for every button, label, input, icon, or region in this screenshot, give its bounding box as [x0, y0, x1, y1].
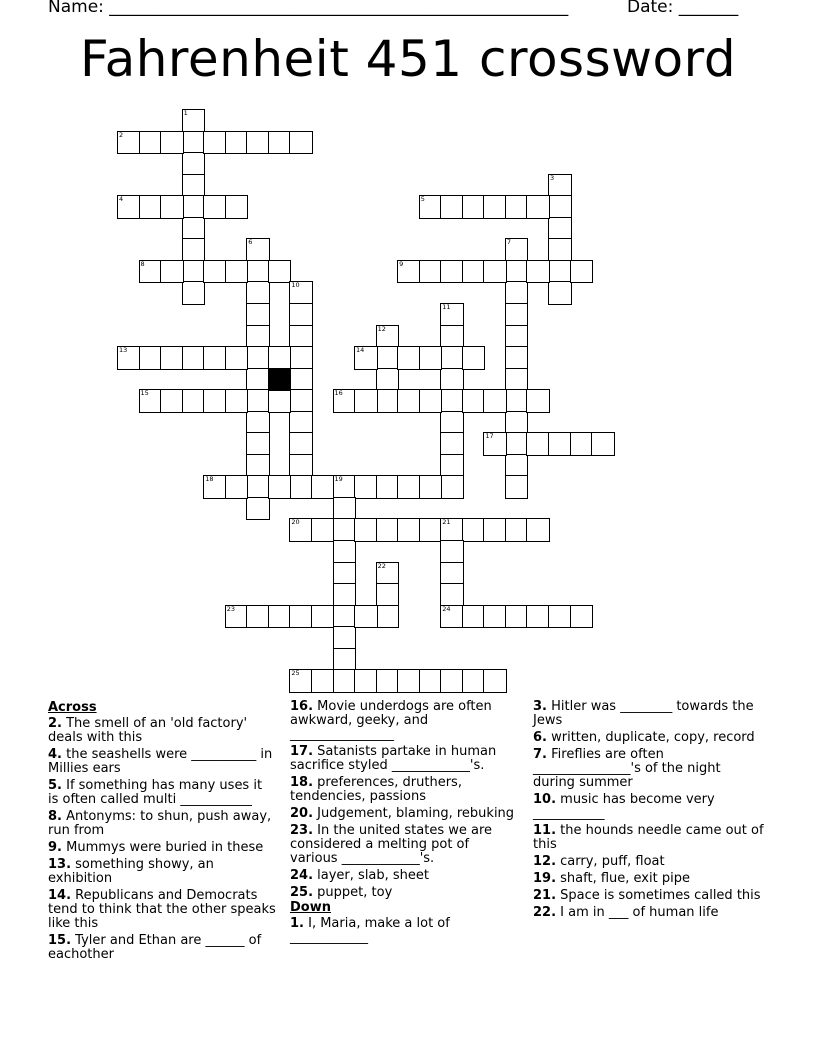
- crossword-cell[interactable]: [333, 669, 357, 693]
- clue-5: [48, 779, 276, 807]
- crossword-cell[interactable]: [333, 497, 357, 521]
- clue-25: [290, 886, 520, 900]
- crossword-cell[interactable]: [160, 389, 184, 413]
- crossword-cell[interactable]: [440, 411, 464, 435]
- crossword-cell[interactable]: [225, 389, 249, 413]
- clue-23: [290, 824, 520, 866]
- crossword-cell[interactable]: [462, 346, 486, 370]
- crossword-cell[interactable]: [246, 605, 270, 629]
- crossword-cell[interactable]: [268, 475, 292, 499]
- crossword-cell[interactable]: [289, 346, 313, 370]
- clue-number: 23.: [290, 823, 314, 838]
- crossword-cell[interactable]: [139, 131, 163, 155]
- crossword-cell[interactable]: [333, 475, 357, 499]
- crossword-cell[interactable]: [182, 131, 206, 155]
- crossword-cell[interactable]: [462, 195, 486, 219]
- crossword-cell[interactable]: [139, 389, 163, 413]
- crossword-cell[interactable]: [160, 195, 184, 219]
- crossword-cell[interactable]: [333, 605, 357, 629]
- down-clue-list-continued: [533, 700, 765, 920]
- across-clue-list: [48, 717, 276, 962]
- across-heading: Across: [48, 700, 97, 715]
- clue-number: 5.: [48, 778, 62, 793]
- clue-number: 22.: [533, 905, 557, 920]
- crossword-cell[interactable]: [246, 389, 270, 413]
- crossword-cell[interactable]: [505, 475, 529, 499]
- clue-text: layer, slab, sheet: [313, 868, 430, 883]
- clue-13: [48, 858, 276, 886]
- clue-text: written, duplicate, copy, record: [546, 730, 755, 745]
- crossword-cell[interactable]: [139, 260, 163, 284]
- clue-text: the hounds needle came out of this: [533, 823, 764, 852]
- crossword-cell[interactable]: [333, 518, 357, 542]
- crossword-cell[interactable]: [246, 346, 270, 370]
- cell-number: 24: [442, 604, 451, 613]
- crossword-cell[interactable]: [376, 346, 400, 370]
- crossword-cell[interactable]: [225, 131, 249, 155]
- crossword-cell[interactable]: [333, 389, 357, 413]
- cell-number: 2: [119, 130, 124, 139]
- crossword-cell[interactable]: [289, 432, 313, 456]
- crossword-cell[interactable]: [526, 518, 550, 542]
- crossword-cell[interactable]: [440, 325, 464, 349]
- crossword-cell[interactable]: [139, 195, 163, 219]
- cell-number: 25: [291, 669, 300, 678]
- crossword-cell[interactable]: [246, 281, 270, 305]
- crossword-cell[interactable]: [203, 195, 227, 219]
- clue-number: 8.: [48, 809, 62, 824]
- crossword-cell[interactable]: [289, 325, 313, 349]
- crossword-cell[interactable]: [139, 346, 163, 370]
- crossword-cell[interactable]: [483, 389, 507, 413]
- cell-number: 19: [334, 475, 343, 484]
- crossword-cell[interactable]: [182, 174, 206, 198]
- crossword-cell[interactable]: [289, 389, 313, 413]
- crossword-cell[interactable]: [419, 346, 443, 370]
- clue-number: 4.: [48, 747, 62, 762]
- crossword-cell[interactable]: [333, 583, 357, 607]
- crossword-cell[interactable]: [246, 432, 270, 456]
- crossword-cell[interactable]: [182, 281, 206, 305]
- clue-text: preferences, druthers, tendencies, passions: [290, 775, 462, 804]
- crossword-cell[interactable]: [311, 475, 335, 499]
- cell-number: 17: [485, 432, 494, 441]
- cell-number: 10: [291, 281, 300, 290]
- clue-19: [533, 872, 765, 886]
- clue-18: [290, 776, 520, 804]
- clue-text: Mummys were buried in these: [61, 840, 264, 855]
- crossword-cell[interactable]: [397, 260, 421, 284]
- crossword-cell[interactable]: [246, 411, 270, 435]
- crossword-cell[interactable]: [419, 518, 443, 542]
- cell-number: 3: [550, 173, 555, 182]
- date-field-label: Date: _______: [627, 0, 739, 17]
- crossword-cell[interactable]: [289, 411, 313, 435]
- clue-number: 15.: [48, 933, 72, 948]
- crossword-cell[interactable]: [289, 518, 313, 542]
- clues-column-2: [290, 700, 520, 948]
- crossword-cell[interactable]: [440, 583, 464, 607]
- clue-number: 24.: [290, 868, 314, 883]
- clue-number: 19.: [533, 871, 557, 886]
- crossword-cell[interactable]: [505, 454, 529, 478]
- clue-8: [48, 810, 276, 838]
- crossword-cell[interactable]: [440, 518, 464, 542]
- cell-number: 11: [442, 302, 451, 311]
- crossword-cell[interactable]: [289, 475, 313, 499]
- crossword-cell[interactable]: [354, 669, 378, 693]
- clue-number: 12.: [533, 854, 557, 869]
- crossword-cell[interactable]: [311, 605, 335, 629]
- black-square: [268, 368, 292, 392]
- crossword-cell[interactable]: [203, 346, 227, 370]
- crossword-cell[interactable]: [203, 475, 227, 499]
- crossword-cell[interactable]: [160, 346, 184, 370]
- crossword-cell[interactable]: [289, 303, 313, 327]
- crossword-cell[interactable]: [440, 605, 464, 629]
- crossword-cell[interactable]: [440, 303, 464, 327]
- clues-column-1: [48, 700, 276, 965]
- crossword-cell[interactable]: [526, 432, 550, 456]
- crossword-cell[interactable]: [440, 454, 464, 478]
- crossword-cell[interactable]: [182, 260, 206, 284]
- crossword-cell[interactable]: [160, 260, 184, 284]
- crossword-cell[interactable]: [289, 131, 313, 155]
- crossword-cell[interactable]: [225, 605, 249, 629]
- crossword-cell[interactable]: [225, 475, 249, 499]
- crossword-cell[interactable]: [333, 648, 357, 672]
- cell-number: 18: [205, 475, 214, 484]
- page-title: Fahrenheit 451 crossword: [79, 30, 737, 88]
- crossword-cell[interactable]: [225, 260, 249, 284]
- crossword-cell[interactable]: [354, 475, 378, 499]
- crossword-cell[interactable]: [462, 518, 486, 542]
- crossword-cell[interactable]: [268, 389, 292, 413]
- cell-number: 14: [356, 346, 365, 355]
- crossword-cell[interactable]: [203, 389, 227, 413]
- clue-text: Fireflies are often _______________'s of the night during summer: [533, 747, 721, 790]
- crossword-cell[interactable]: [570, 432, 594, 456]
- clue-number: 16.: [290, 699, 314, 714]
- crossword-cell[interactable]: [268, 260, 292, 284]
- crossword-cell[interactable]: [505, 346, 529, 370]
- clue-21: [533, 889, 765, 903]
- crossword-cell[interactable]: [505, 281, 529, 305]
- crossword-cell[interactable]: [505, 605, 529, 629]
- cell-number: 7: [506, 238, 512, 247]
- crossword-cell[interactable]: [376, 605, 400, 629]
- cell-number: 1: [183, 109, 188, 117]
- crossword-cell[interactable]: [354, 389, 378, 413]
- crossword-cell[interactable]: [419, 475, 443, 499]
- crossword-cell[interactable]: [440, 368, 464, 392]
- cell-number: 8: [140, 259, 145, 268]
- crossword-cell[interactable]: [462, 260, 486, 284]
- cell-number: 6: [248, 238, 253, 247]
- crossword-cell[interactable]: [419, 389, 443, 413]
- clue-number: 20.: [290, 806, 314, 821]
- crossword-cell[interactable]: [203, 260, 227, 284]
- clue-text: something showy, an exhibition: [48, 857, 214, 886]
- down-clue-list: [290, 917, 520, 945]
- crossword-cell[interactable]: [203, 131, 227, 155]
- crossword-cell[interactable]: [483, 669, 507, 693]
- clue-text: puppet, toy: [313, 885, 393, 900]
- clue-text: Antonyms: to shun, push away, run from: [48, 809, 272, 838]
- crossword-cell[interactable]: [268, 131, 292, 155]
- crossword-cell[interactable]: [570, 605, 594, 629]
- clue-11: [533, 824, 765, 852]
- clue-6: [533, 731, 765, 745]
- crossword-cell[interactable]: [462, 389, 486, 413]
- crossword-cell[interactable]: [311, 669, 335, 693]
- crossword-cell[interactable]: [333, 626, 357, 650]
- crossword-cell[interactable]: [505, 303, 529, 327]
- cell-number: 12: [377, 324, 386, 333]
- clue-text: Hitler was ________ towards the Jews: [533, 699, 754, 728]
- cell-number: 5: [420, 195, 425, 204]
- clue-14: [48, 889, 276, 931]
- crossword-cell[interactable]: [397, 518, 421, 542]
- clue-7: [533, 748, 765, 790]
- crossword-cell[interactable]: [440, 669, 464, 693]
- clue-10: [533, 793, 765, 821]
- crossword-cell[interactable]: [440, 346, 464, 370]
- clue-text: In the united states we are considered a melting pot of various ____________'s.: [290, 823, 493, 866]
- crossword-cell[interactable]: [182, 109, 206, 133]
- clue-4: [48, 748, 276, 776]
- crossword-cell[interactable]: [246, 260, 270, 284]
- crossword-cell[interactable]: [289, 368, 313, 392]
- clue-20: [290, 807, 520, 821]
- across-clue-list-continued: [290, 700, 520, 900]
- clue-text: If something has many uses it is often called multi ___________: [48, 778, 263, 807]
- cell-number: 9: [399, 259, 404, 268]
- crossword-cell[interactable]: [333, 540, 357, 564]
- crossword-cell[interactable]: [225, 195, 249, 219]
- crossword-cell[interactable]: [505, 432, 529, 456]
- crossword-cell[interactable]: [397, 669, 421, 693]
- crossword-cell[interactable]: [548, 174, 572, 198]
- clue-24: [290, 869, 520, 883]
- crossword-cell[interactable]: [505, 325, 529, 349]
- name-field-label: Name: ______________________________________________________: [48, 0, 569, 17]
- crossword-cell[interactable]: [548, 260, 572, 284]
- crossword-cell[interactable]: [246, 475, 270, 499]
- crossword-cell[interactable]: [246, 368, 270, 392]
- crossword-cell[interactable]: [397, 475, 421, 499]
- clue-17: [290, 745, 520, 773]
- crossword-cell[interactable]: [548, 605, 572, 629]
- crossword-cell[interactable]: [246, 454, 270, 478]
- clue-16: [290, 700, 520, 742]
- clue-number: 11.: [533, 823, 557, 838]
- clue-22: [533, 906, 765, 920]
- cell-number: 23: [226, 604, 236, 613]
- clue-text: Movie underdogs are often awkward, geeky, and ________________: [290, 699, 492, 742]
- crossword-cell[interactable]: [570, 260, 594, 284]
- crossword-cell[interactable]: [246, 238, 270, 262]
- crossword-cell[interactable]: [225, 346, 249, 370]
- crossword-cell[interactable]: [483, 605, 507, 629]
- crossword-cell[interactable]: [440, 540, 464, 564]
- crossword-cell[interactable]: [376, 562, 400, 586]
- crossword-cell[interactable]: [289, 605, 313, 629]
- crossword-cell[interactable]: [182, 152, 206, 176]
- crossword-cell[interactable]: [505, 389, 529, 413]
- crossword-cell[interactable]: [505, 238, 529, 262]
- crossword-cell[interactable]: [483, 432, 507, 456]
- crossword-cell[interactable]: [419, 669, 443, 693]
- crossword-cell[interactable]: [354, 518, 378, 542]
- crossword-cell[interactable]: [462, 605, 486, 629]
- crossword-cell[interactable]: [548, 281, 572, 305]
- crossword-cell[interactable]: [182, 346, 206, 370]
- clue-number: 3.: [533, 699, 547, 714]
- crossword-cell[interactable]: [440, 389, 464, 413]
- crossword-cell[interactable]: [333, 562, 357, 586]
- crossword-cell[interactable]: [268, 605, 292, 629]
- crossword-cell[interactable]: [117, 195, 141, 219]
- crossword-cell[interactable]: [440, 475, 464, 499]
- crossword-cell[interactable]: [548, 217, 572, 241]
- clue-number: 17.: [290, 744, 314, 759]
- clue-3: [533, 700, 765, 728]
- crossword-cell[interactable]: [354, 346, 378, 370]
- crossword-cell[interactable]: [505, 195, 529, 219]
- clue-9: [48, 841, 276, 855]
- clue-text: I, Maria, make a lot of ____________: [290, 916, 450, 945]
- crossword-cell[interactable]: [289, 281, 313, 305]
- crossword-cell[interactable]: [548, 238, 572, 262]
- crossword-cell[interactable]: [246, 325, 270, 349]
- crossword-cell[interactable]: [376, 583, 400, 607]
- crossword-cell[interactable]: [246, 497, 270, 521]
- clue-number: 25.: [290, 885, 314, 900]
- crossword-cell[interactable]: [376, 325, 400, 349]
- crossword-cell[interactable]: [526, 260, 550, 284]
- clue-text: The smell of an 'old factory' deals with this: [48, 716, 248, 745]
- crossword-cell[interactable]: [376, 669, 400, 693]
- clue-number: 10.: [533, 792, 557, 807]
- clue-number: 21.: [533, 888, 557, 903]
- crossword-cell[interactable]: [526, 195, 550, 219]
- crossword-cell[interactable]: [289, 669, 313, 693]
- crossword-cell[interactable]: [505, 368, 529, 392]
- clue-text: Judgement, blaming, rebuking: [313, 806, 515, 821]
- cell-number: 22: [377, 561, 386, 570]
- crossword-cell[interactable]: [117, 346, 141, 370]
- clue-text: carry, puff, float: [556, 854, 665, 869]
- crossword-cell[interactable]: [376, 389, 400, 413]
- cell-number: 13: [119, 346, 128, 355]
- crossword-cell[interactable]: [440, 432, 464, 456]
- clue-text: music has become very ___________: [533, 792, 715, 821]
- clue-number: 6.: [533, 730, 547, 745]
- crossword-cell[interactable]: [376, 518, 400, 542]
- crossword-cell[interactable]: [419, 195, 443, 219]
- clue-text: I am in ___ of human life: [556, 905, 719, 920]
- clue-1: [290, 917, 520, 945]
- crossword-cell[interactable]: [268, 346, 292, 370]
- down-heading: Down: [290, 900, 331, 915]
- clue-text: Tyler and Ethan are ______ of eachother: [48, 933, 262, 962]
- clue-number: 14.: [48, 888, 72, 903]
- crossword-cell[interactable]: [440, 260, 464, 284]
- crossword-cell[interactable]: [354, 605, 378, 629]
- crossword-cell[interactable]: [397, 346, 421, 370]
- clue-number: 7.: [533, 747, 547, 762]
- crossword-cell[interactable]: [440, 562, 464, 586]
- clue-2: [48, 717, 276, 745]
- clue-number: 1.: [290, 916, 304, 931]
- cell-number: 21: [442, 518, 451, 527]
- cell-number: 15: [140, 389, 149, 398]
- clue-number: 9.: [48, 840, 62, 855]
- clue-12: [533, 855, 765, 869]
- cell-number: 20: [291, 518, 300, 527]
- clue-number: 18.: [290, 775, 314, 790]
- crossword-cell[interactable]: [548, 195, 572, 219]
- crossword-cell[interactable]: [289, 454, 313, 478]
- clue-number: 13.: [48, 857, 72, 872]
- crossword-cell[interactable]: [526, 389, 550, 413]
- crossword-cell[interactable]: [505, 411, 529, 435]
- crossword-cell[interactable]: [117, 131, 141, 155]
- clues-column-3: [533, 700, 765, 923]
- clue-text: Space is sometimes called this: [556, 888, 761, 903]
- crossword-cell[interactable]: [462, 669, 486, 693]
- crossword-cell[interactable]: [505, 518, 529, 542]
- crossword-cell[interactable]: [311, 518, 335, 542]
- crossword-cell[interactable]: [182, 238, 206, 262]
- cell-number: 4: [119, 195, 124, 204]
- crossword-cell[interactable]: [440, 195, 464, 219]
- crossword-cell[interactable]: [182, 195, 206, 219]
- clue-text: Republicans and Democrats tend to think that the other speaks like this: [48, 888, 276, 931]
- clue-number: 2.: [48, 716, 62, 731]
- crossword-cell[interactable]: [376, 368, 400, 392]
- crossword-cell[interactable]: [483, 518, 507, 542]
- crossword-cell[interactable]: [397, 389, 421, 413]
- crossword-cell[interactable]: [505, 260, 529, 284]
- clue-text: the seashells were __________ in Millies ears: [48, 747, 273, 776]
- crossword-cell[interactable]: [483, 260, 507, 284]
- crossword-cell[interactable]: [246, 131, 270, 155]
- cell-number: 16: [334, 389, 343, 398]
- crossword-cell[interactable]: [419, 260, 443, 284]
- crossword-cell[interactable]: [483, 195, 507, 219]
- clue-text: shaft, flue, exit pipe: [556, 871, 690, 886]
- clue-text: Satanists partake in human sacrifice styled ____________'s.: [290, 744, 497, 773]
- crossword-cell[interactable]: [376, 475, 400, 499]
- crossword-cell[interactable]: [182, 217, 206, 241]
- crossword-cell[interactable]: [591, 432, 615, 456]
- crossword-cell[interactable]: [182, 389, 206, 413]
- crossword-cell[interactable]: [526, 605, 550, 629]
- crossword-cell[interactable]: [246, 303, 270, 327]
- crossword-cell[interactable]: [160, 131, 184, 155]
- clue-15: [48, 934, 276, 962]
- crossword-cell[interactable]: [548, 432, 572, 456]
